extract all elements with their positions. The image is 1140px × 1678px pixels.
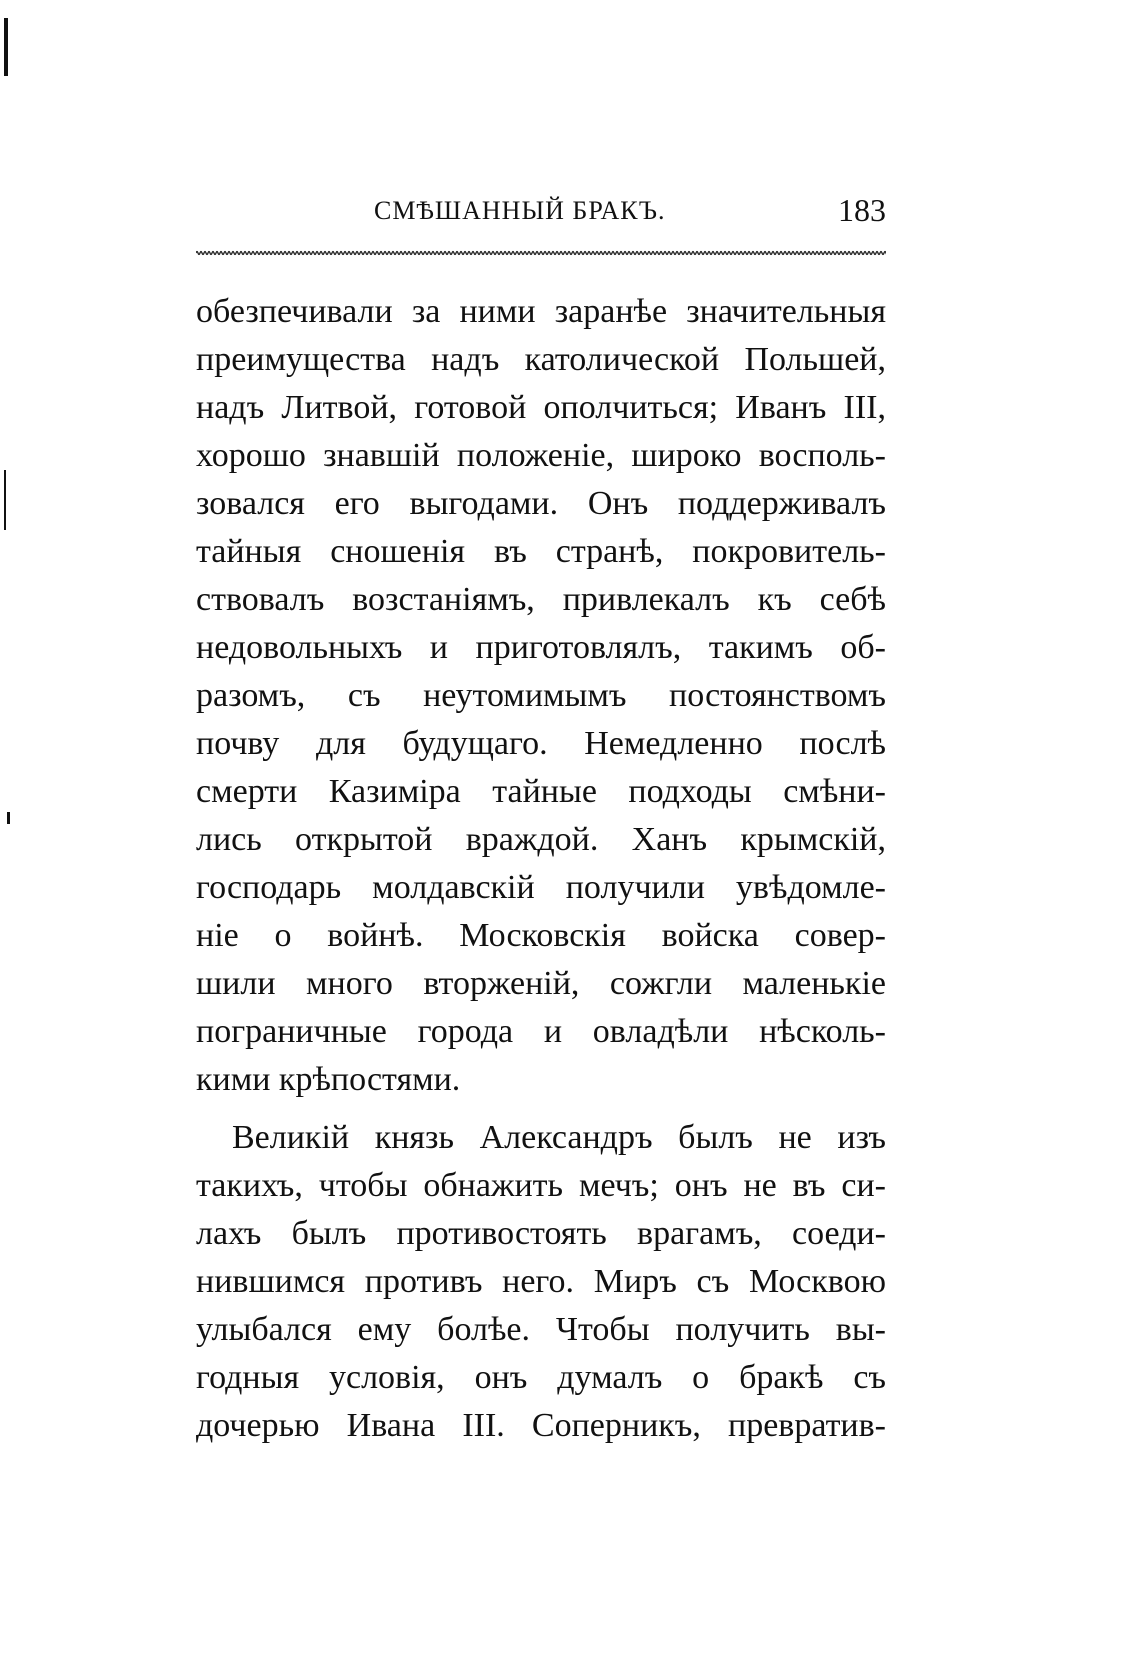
text-line: хорошо знавшій положеніе, широко восполь- bbox=[196, 437, 886, 474]
paragraph-gap bbox=[196, 1104, 886, 1114]
text-line: Великій князь Александръ былъ не изъ bbox=[232, 1119, 886, 1156]
text-line: дочерью Ивана III. Соперникъ, превратив- bbox=[196, 1407, 886, 1444]
text-line: господарь молдавскій получили увѣдомле- bbox=[196, 869, 886, 906]
scan-edge-mark bbox=[7, 812, 10, 824]
text-line: такихъ, чтобы обнажить мечъ; онъ не въ си- bbox=[196, 1167, 886, 1204]
body-text bbox=[196, 288, 886, 1450]
text-line: тайныя сношенія въ странѣ, покровитель- bbox=[196, 533, 886, 570]
text-line: ніе о войнѣ. Московскія войска совер- bbox=[196, 917, 886, 954]
scan-edge-mark bbox=[4, 470, 6, 530]
text-line: недовольныхъ и приготовлялъ, такимъ об- bbox=[196, 629, 886, 666]
text-line: почву для будущаго. Немедленно послѣ bbox=[196, 725, 886, 762]
page-number: 183 bbox=[838, 192, 886, 228]
text-line: ствовалъ возстаніямъ, привлекалъ къ себѣ bbox=[196, 581, 886, 618]
text-line: годныя условія, онъ думалъ о бракѣ съ bbox=[196, 1359, 886, 1396]
text-line: кими крѣпостями. bbox=[196, 1061, 461, 1098]
text-line: зовался его выгодами. Онъ поддерживалъ bbox=[196, 485, 886, 522]
text-line: надъ Литвой, готовой ополчиться; Иванъ III, bbox=[196, 389, 886, 426]
paragraph-1 bbox=[196, 288, 886, 1104]
page-header bbox=[196, 192, 886, 236]
text-line: улыбался ему болѣе. Чтобы получить вы- bbox=[196, 1311, 886, 1348]
header-wavy-rule bbox=[196, 250, 886, 256]
text-line: преимущества надъ католической Польшей, bbox=[196, 341, 886, 378]
running-title: СМѢШАННЫЙ БРАКЪ. bbox=[374, 196, 666, 225]
scan-edge-mark bbox=[4, 18, 8, 76]
text-line: смерти Казиміра тайные подходы смѣни- bbox=[196, 773, 886, 810]
text-line: лахъ былъ противостоять врагамъ, соеди- bbox=[196, 1215, 886, 1252]
text-line: лись открытой враждой. Ханъ крымскій, bbox=[196, 821, 886, 858]
text-line: шили много вторженій, сожгли маленькіе bbox=[196, 965, 886, 1002]
text-line: разомъ, съ неутомимымъ постоянствомъ bbox=[196, 677, 886, 714]
text-line: нившимся противъ него. Миръ съ Москвою bbox=[196, 1263, 886, 1300]
paragraph-2 bbox=[196, 1114, 886, 1450]
text-line: обезпечивали за ними заранѣе значительныя bbox=[196, 293, 886, 330]
text-line: пограничные города и овладѣли нѣсколь- bbox=[196, 1013, 886, 1050]
